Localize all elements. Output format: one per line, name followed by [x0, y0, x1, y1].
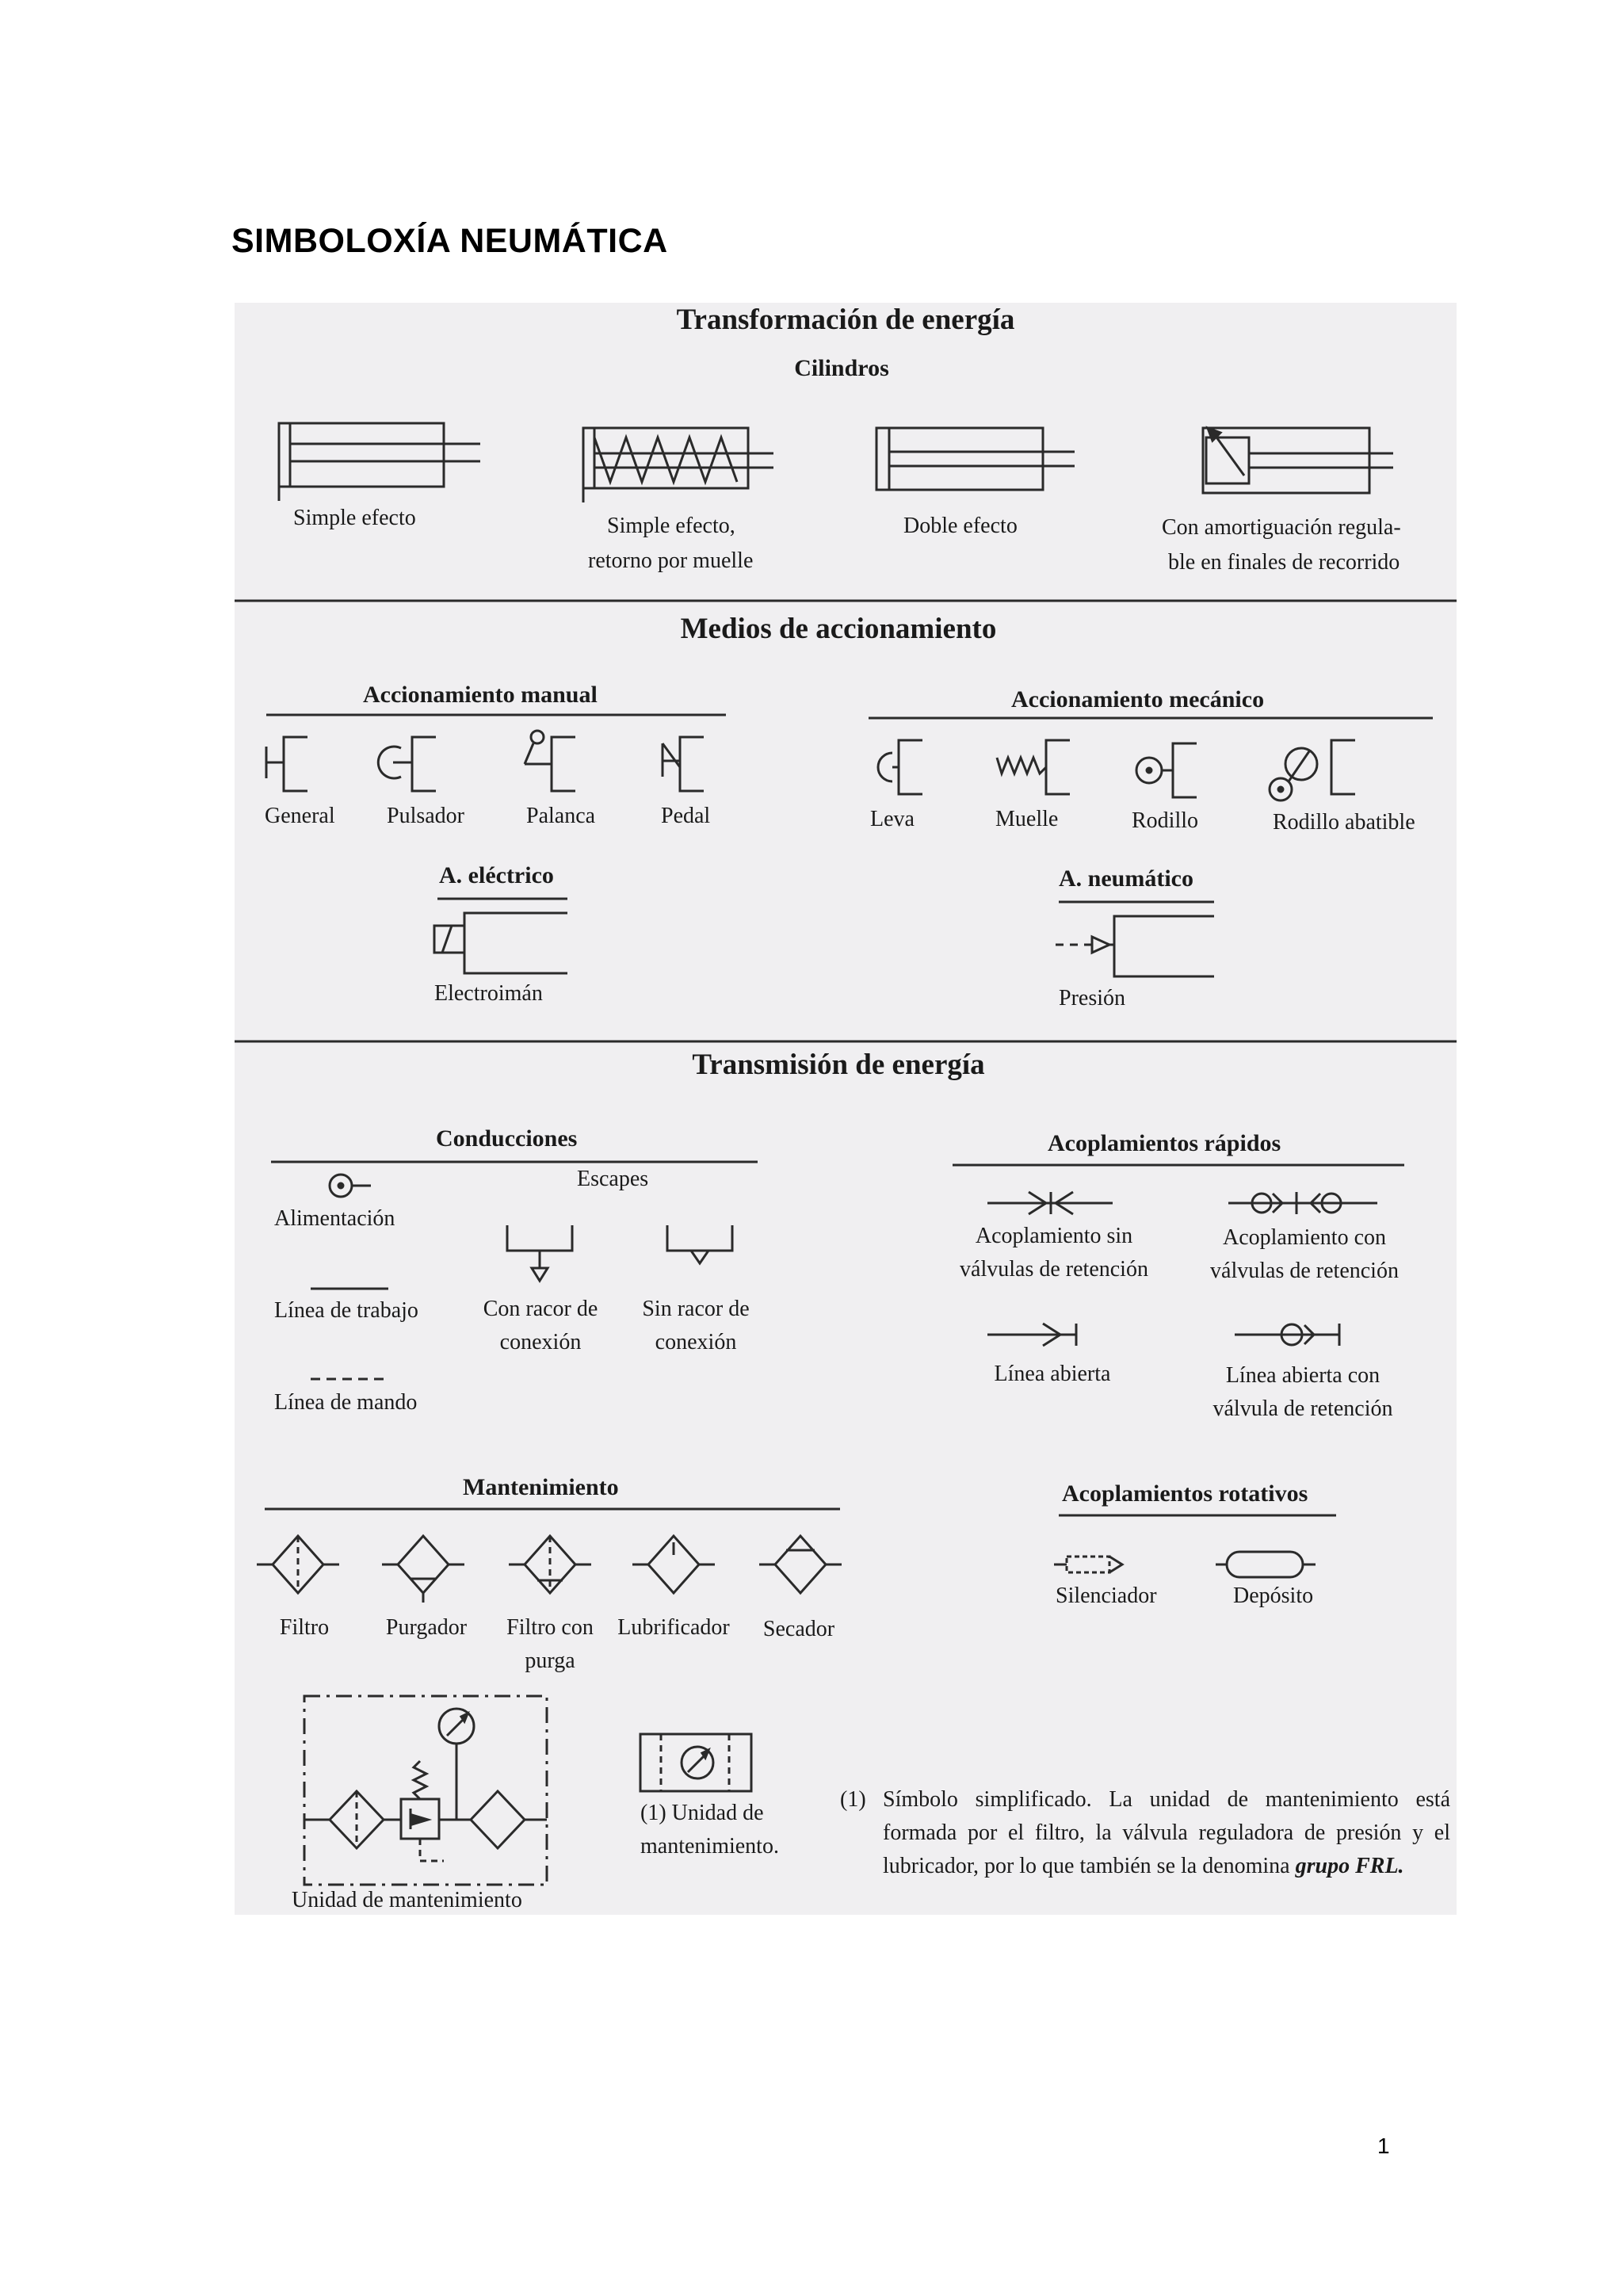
heading-rotary-couplings: Acoplamientos rotativos — [1062, 1480, 1308, 1507]
label-coupling-with-valves-2: válvulas de retención — [1210, 1259, 1399, 1283]
label-open-line-valve-1: Línea abierta con — [1225, 1363, 1381, 1388]
mechanical-spring-icon — [997, 740, 1070, 794]
label-double-effect: Doble efecto — [903, 514, 1018, 538]
label-without-connector-1: Sin racor de — [642, 1297, 750, 1321]
heading-conduits: Conducciones — [436, 1125, 578, 1152]
filter-with-purge-icon — [509, 1536, 591, 1593]
heading-cylinders: Cilindros — [794, 355, 889, 381]
label-filter-with-purge-1: Filtro con — [506, 1615, 594, 1640]
mechanical-cam-icon — [878, 740, 922, 794]
heading-quick-couplings: Acoplamientos rápidos — [1048, 1130, 1281, 1156]
cylinder-spring-return-icon — [583, 428, 773, 502]
purger-icon — [382, 1536, 464, 1603]
heading-maintenance: Mantenimiento — [463, 1474, 619, 1500]
open-line-with-valve-icon — [1235, 1324, 1339, 1346]
label-lubricator: Lubrificador — [617, 1615, 730, 1640]
coupling-without-valves-icon — [987, 1192, 1113, 1214]
footnote-frl — [840, 1783, 1450, 1883]
label-filter-with-purge-2: purga — [525, 1648, 575, 1673]
cylinder-adjustable-cushioning-icon — [1203, 428, 1393, 493]
page-title: SIMBOLOXÍA NEUMÁTICA — [231, 222, 668, 260]
supply-icon — [330, 1175, 371, 1197]
label-cushioning-1: Con amortiguación regula- — [1162, 515, 1401, 540]
label-roller: Rodillo — [1132, 808, 1199, 833]
label-open-line: Línea abierta — [994, 1362, 1111, 1386]
label-pilot-line: Línea de mando — [274, 1390, 418, 1415]
label-dryer: Secador — [762, 1617, 835, 1641]
open-line-icon — [987, 1324, 1076, 1346]
lubricator-icon — [632, 1536, 715, 1593]
footnote-emphasis: grupo FRL. — [1295, 1854, 1404, 1878]
label-pressure: Presión — [1059, 986, 1125, 1010]
label-maintenance-unit: Unidad de mantenimiento — [292, 1888, 522, 1912]
label-lever: Palanca — [526, 804, 596, 828]
symbols-drawing — [235, 303, 1457, 1915]
maintenance-unit-icon — [304, 1696, 547, 1885]
heading-energy-transformation: Transformación de energía — [676, 304, 1015, 336]
label-purger: Purgador — [385, 1615, 468, 1640]
footnote-number: (1) — [840, 1787, 866, 1812]
heading-pneumatic: A. neumático — [1059, 865, 1193, 892]
label-tilting-roller: Rodillo abatible — [1273, 810, 1415, 835]
label-filter: Filtro — [279, 1615, 330, 1640]
label-simple-effect-spring-2: retorno por muelle — [588, 548, 754, 573]
page-number: 1 — [1377, 2134, 1390, 2158]
label-push-button: Pulsador — [387, 804, 464, 828]
label-general: General — [265, 804, 335, 828]
label-cushioning-2: ble en finales de recorrido — [1168, 550, 1400, 575]
manual-general-icon — [266, 737, 307, 791]
pneumatic-pressure-icon — [1056, 916, 1214, 976]
exhaust-with-connector-icon — [507, 1225, 572, 1281]
label-coupling-with-valves-1: Acoplamiento con — [1222, 1225, 1387, 1250]
label-pedal: Pedal — [661, 804, 711, 828]
mechanical-roller-icon — [1136, 743, 1197, 797]
label-spring: Muelle — [995, 807, 1059, 831]
label-simplified-unit-1: (1) Unidad de — [640, 1801, 764, 1825]
label-coupling-without-valves-1: Acoplamiento sin — [975, 1224, 1133, 1248]
heading-electric: A. eléctrico — [439, 862, 554, 888]
label-with-connector-1: Con racor de — [483, 1297, 598, 1321]
filter-icon — [257, 1536, 339, 1593]
mechanical-tilting-roller-icon — [1270, 740, 1355, 800]
label-without-connector-2: conexión — [655, 1330, 737, 1354]
label-exhausts: Escapes — [577, 1167, 649, 1191]
label-supply: Alimentación — [274, 1206, 395, 1231]
dryer-icon — [759, 1536, 842, 1593]
maintenance-unit-simplified-icon — [640, 1734, 751, 1791]
label-simple-effect-spring-1: Simple efecto, — [607, 514, 735, 538]
coupling-with-valves-icon — [1228, 1192, 1377, 1214]
heading-energy-transmission: Transmisión de energía — [692, 1049, 985, 1081]
pneumatic-symbols-scan — [235, 303, 1457, 1915]
label-solenoid: Electroimán — [434, 981, 543, 1006]
heading-actuation-means: Medios de accionamiento — [680, 613, 997, 645]
label-reservoir: Depósito — [1233, 1584, 1314, 1608]
footnote-text: Símbolo simplificado. La unidad de mantenimiento está formada por el filtro, la válvula reguladora de presión y el lubricador, por lo que también se la denomina — [883, 1787, 1450, 1878]
manual-push-button-icon — [378, 737, 436, 791]
heading-mechanical-actuation: Accionamiento mecánico — [1011, 686, 1265, 712]
label-work-line: Línea de trabajo — [274, 1298, 418, 1323]
manual-lever-icon — [525, 731, 575, 791]
electric-solenoid-icon — [434, 913, 567, 973]
heading-manual-actuation: Accionamiento manual — [363, 682, 598, 708]
label-simple-effect: Simple efecto — [293, 506, 416, 530]
label-with-connector-2: conexión — [499, 1330, 582, 1354]
cylinder-simple-effect-icon — [279, 423, 480, 501]
label-open-line-valve-2: válvula de retención — [1212, 1396, 1393, 1421]
reservoir-icon — [1216, 1552, 1316, 1577]
label-silencer: Silenciador — [1056, 1584, 1157, 1608]
silencer-icon — [1054, 1557, 1122, 1572]
cylinder-double-effect-icon — [876, 428, 1075, 490]
label-simplified-unit-2: mantenimiento. — [640, 1834, 779, 1859]
label-coupling-without-valves-2: válvulas de retención — [960, 1257, 1148, 1282]
label-cam: Leva — [870, 807, 915, 831]
manual-pedal-icon — [663, 737, 704, 791]
exhaust-without-connector-icon — [667, 1225, 732, 1263]
